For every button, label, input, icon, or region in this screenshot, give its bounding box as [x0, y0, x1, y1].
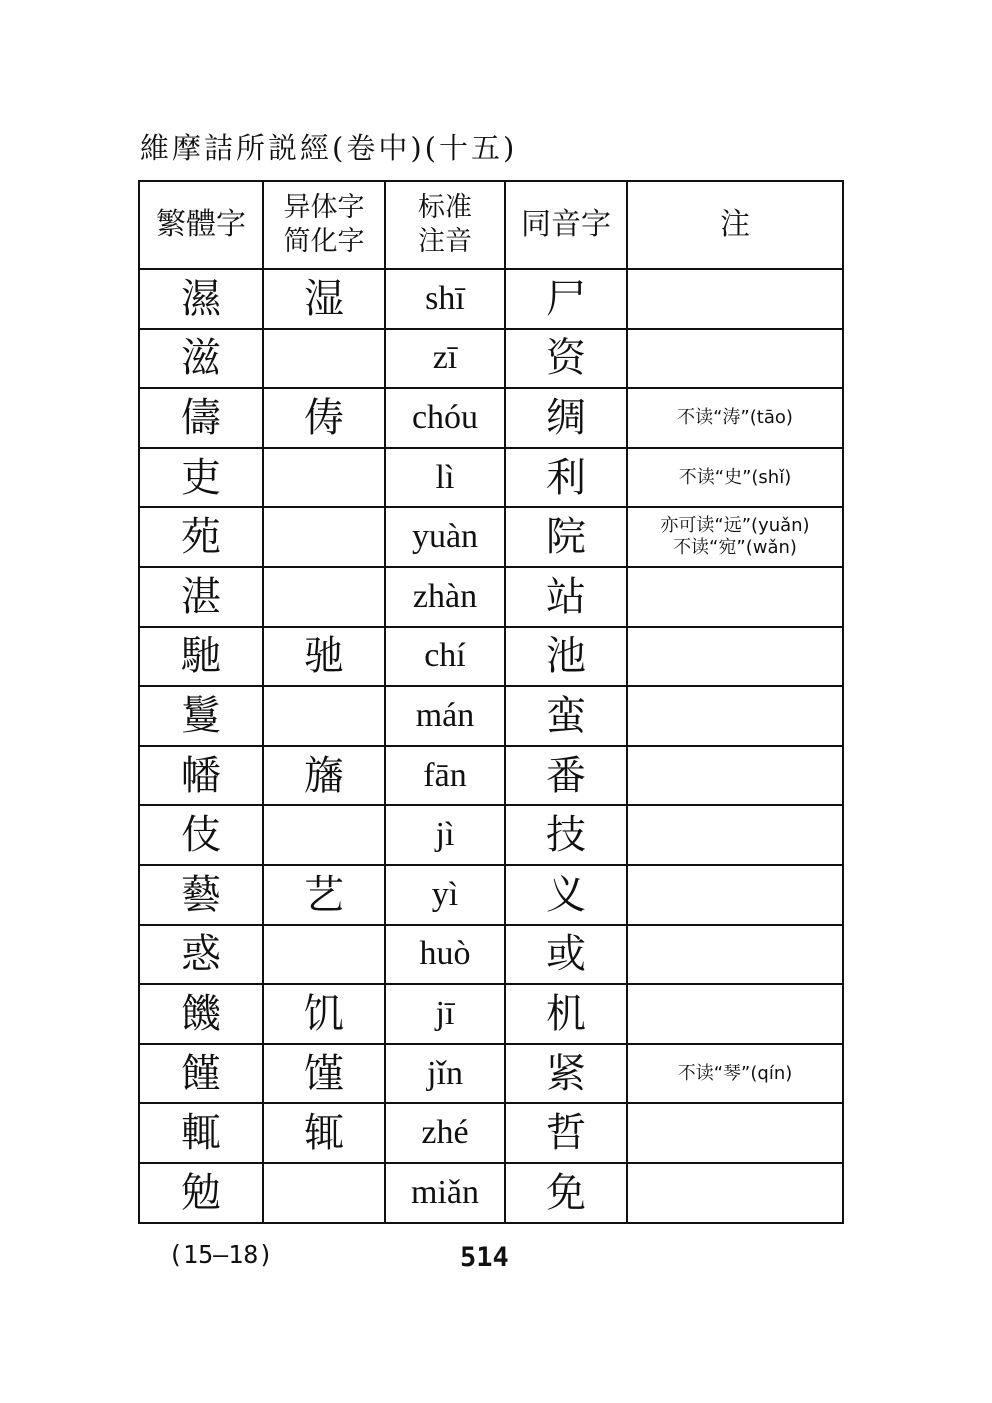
- cell-note: 不读“琴”(qín): [627, 1044, 843, 1104]
- cell-pinyin: shī: [385, 269, 505, 329]
- cell-pinyin: zī: [385, 329, 505, 389]
- cell-variant: 艺: [263, 865, 385, 925]
- table-row: [139, 686, 843, 746]
- table-row: [139, 925, 843, 985]
- cell-traditional: 馳: [139, 627, 263, 687]
- table-row: [139, 984, 843, 1044]
- header-homophone: 同音字: [505, 181, 627, 269]
- cell-homophone: 或: [505, 925, 627, 985]
- cell-note: [627, 865, 843, 925]
- cell-traditional: 吏: [139, 448, 263, 508]
- cell-variant: 饥: [263, 984, 385, 1044]
- cell-note: 不读“涛”(tāo): [627, 388, 843, 448]
- cell-pinyin: chóu: [385, 388, 505, 448]
- cell-variant: [263, 1163, 385, 1223]
- table-row: [139, 1103, 843, 1163]
- cell-pinyin: zhé: [385, 1103, 505, 1163]
- cell-note: 不读“史”(shǐ): [627, 448, 843, 508]
- cell-pinyin: yuàn: [385, 507, 505, 567]
- header-pinyin: 标准 注音: [385, 181, 505, 269]
- cell-note: [627, 1163, 843, 1223]
- cell-traditional: 儔: [139, 388, 263, 448]
- cell-traditional: 苑: [139, 507, 263, 567]
- cell-variant: 旛: [263, 746, 385, 806]
- cell-homophone: 资: [505, 329, 627, 389]
- cell-variant: 馑: [263, 1044, 385, 1104]
- cell-homophone: 免: [505, 1163, 627, 1223]
- cell-homophone: 站: [505, 567, 627, 627]
- cell-note: [627, 269, 843, 329]
- cell-variant: 湿: [263, 269, 385, 329]
- cell-traditional: 惑: [139, 925, 263, 985]
- cell-note: [627, 686, 843, 746]
- header-note: 注: [627, 181, 843, 269]
- cell-pinyin: huò: [385, 925, 505, 985]
- cell-homophone: 紧: [505, 1044, 627, 1104]
- cell-homophone: 义: [505, 865, 627, 925]
- cell-pinyin: miǎn: [385, 1163, 505, 1223]
- cell-note: [627, 925, 843, 985]
- cell-pinyin: jǐn: [385, 1044, 505, 1104]
- table-row: [139, 805, 843, 865]
- cell-homophone: 蛮: [505, 686, 627, 746]
- page-title: 維摩詰所説經(卷中)(十五): [140, 131, 518, 165]
- cell-traditional: 伎: [139, 805, 263, 865]
- cell-homophone: 绸: [505, 388, 627, 448]
- cell-traditional: 濕: [139, 269, 263, 329]
- cell-traditional: 勉: [139, 1163, 263, 1223]
- table-row: [139, 388, 843, 448]
- cell-note: [627, 329, 843, 389]
- table-row: [139, 329, 843, 389]
- table-body: [139, 269, 843, 1223]
- cell-pinyin: jī: [385, 984, 505, 1044]
- cell-variant: 驰: [263, 627, 385, 687]
- cell-variant: [263, 686, 385, 746]
- cell-variant: 辄: [263, 1103, 385, 1163]
- cell-pinyin: mán: [385, 686, 505, 746]
- table-row: [139, 1044, 843, 1104]
- cell-pinyin: chí: [385, 627, 505, 687]
- cell-variant: [263, 805, 385, 865]
- cell-traditional: 鬘: [139, 686, 263, 746]
- cell-homophone: 池: [505, 627, 627, 687]
- cell-variant: [263, 567, 385, 627]
- character-table: [138, 180, 844, 1224]
- cell-traditional: 饑: [139, 984, 263, 1044]
- cell-note: [627, 984, 843, 1044]
- cell-pinyin: jì: [385, 805, 505, 865]
- table-row: [139, 865, 843, 925]
- cell-homophone: 尸: [505, 269, 627, 329]
- cell-pinyin: fān: [385, 746, 505, 806]
- cell-pinyin: zhàn: [385, 567, 505, 627]
- cell-homophone: 利: [505, 448, 627, 508]
- cell-traditional: 藝: [139, 865, 263, 925]
- table-row: [139, 448, 843, 508]
- header-variant: 异体字 简化字: [263, 181, 385, 269]
- table-row: [139, 567, 843, 627]
- cell-note: [627, 627, 843, 687]
- cell-homophone: 技: [505, 805, 627, 865]
- cell-note: [627, 805, 843, 865]
- cell-note: 亦可读“远”(yuǎn) 不读“宛”(wǎn): [627, 507, 843, 567]
- cell-traditional: 湛: [139, 567, 263, 627]
- cell-pinyin: lì: [385, 448, 505, 508]
- table-row: [139, 746, 843, 806]
- page-number: 514: [460, 1242, 509, 1273]
- cell-homophone: 哲: [505, 1103, 627, 1163]
- cell-note: [627, 746, 843, 806]
- cell-traditional: 饉: [139, 1044, 263, 1104]
- cell-variant: [263, 329, 385, 389]
- cell-traditional: 滋: [139, 329, 263, 389]
- cell-homophone: 番: [505, 746, 627, 806]
- header-traditional: 繁體字: [139, 181, 263, 269]
- cell-traditional: 幡: [139, 746, 263, 806]
- cell-variant: [263, 448, 385, 508]
- cell-variant: 俦: [263, 388, 385, 448]
- cell-variant: [263, 925, 385, 985]
- table-row: [139, 1163, 843, 1223]
- footer-code: (15—18): [168, 1240, 274, 1269]
- cell-homophone: 机: [505, 984, 627, 1044]
- cell-traditional: 輒: [139, 1103, 263, 1163]
- table-row: [139, 507, 843, 567]
- cell-pinyin: yì: [385, 865, 505, 925]
- table-row: [139, 269, 843, 329]
- cell-note: [627, 567, 843, 627]
- cell-variant: [263, 507, 385, 567]
- header-row: [139, 181, 843, 269]
- cell-note: [627, 1103, 843, 1163]
- cell-homophone: 院: [505, 507, 627, 567]
- table-row: [139, 627, 843, 687]
